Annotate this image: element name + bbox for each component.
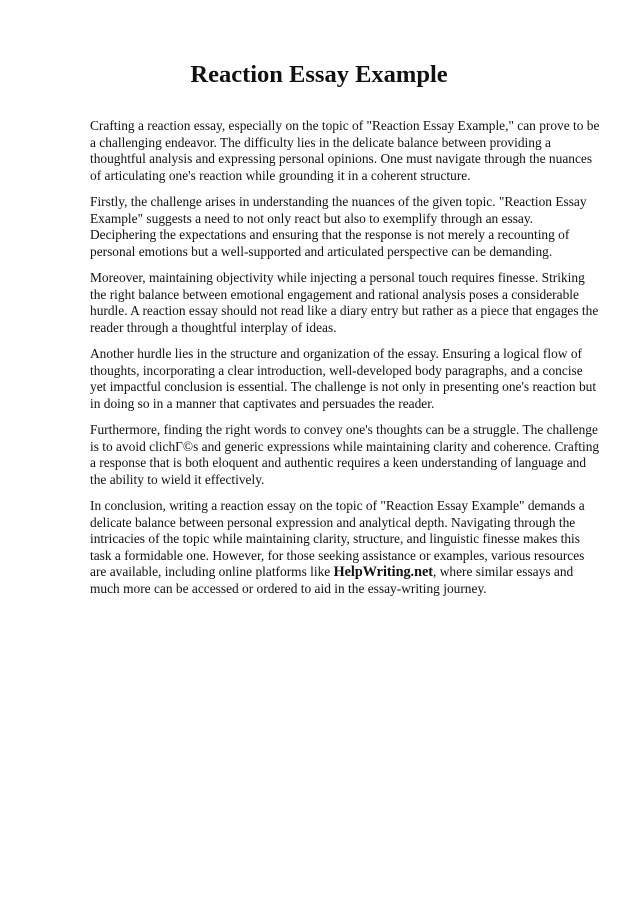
paragraph-structure: Another hurdle lies in the structure and organization of the essay. Ensuring a logical flow of thoughts, incorporating a clear introduction, well-developed body paragraphs, and a concise yet impactful conclusion is essential. The challenge is not only in presenting one's reaction but in doing so in a manner that captivates and persuades the reader. bbox=[90, 346, 597, 411]
conclusion-text-after: , where similar essays and much more can be accessed or ordered to aid in the essay-writing journey. bbox=[90, 564, 574, 596]
paragraph-word-choice: Furthermore, finding the right words to convey one's thoughts can be a struggle. The challenge is to avoid clichГ©s and generic expressions while maintaining clarity and coherence. Crafting a response that is both eloquent and authentic requires a keen understanding of language and the ability to wield it effectively. bbox=[90, 422, 600, 487]
document-body bbox=[90, 118, 600, 607]
paragraph-topic-nuances: Firstly, the challenge arises in understanding the nuances of the given topic. "Reaction Essay Example" suggests a need to not only react but also to exemplify through an essay. Deciphering the expectations and ensuring that the response is not merely a recounting of personal emotions but a well-supported and articulated perspective can be demanding. bbox=[90, 194, 587, 259]
paragraph-intro: Crafting a reaction essay, especially on the topic of "Reaction Essay Example," can prove to be a challenging endeavor. The difficulty lies in the delicate balance between providing a thoughtful analysis and expressing personal opinions. One must navigate through the nuances of articulating one's reaction while grounding it in a coherent structure. bbox=[90, 118, 600, 183]
brand-name: HelpWriting.net bbox=[333, 564, 434, 580]
document-title: Reaction Essay Example bbox=[190, 61, 448, 88]
conclusion-text-before: In conclusion, writing a reaction essay on the topic of "Reaction Essay Example" demands a delicate balance between personal expression and analytical depth. Navigating through the intricacies of the topic while maintaining clarity, structure, and linguistic finesse makes this task a formidable one. However, for those seeking assistance or examples, various resources are available, including online platforms like bbox=[90, 498, 585, 579]
paragraph-conclusion bbox=[90, 498, 600, 597]
paragraph-objectivity: Moreover, maintaining objectivity while injecting a personal touch requires finesse. Striking the right balance between emotional engagement and rational analysis poses a considerable hurdle. A reaction essay should not read like a diary entry but rather as a piece that engages the reader through a thoughtful interplay of ideas. bbox=[90, 270, 599, 335]
